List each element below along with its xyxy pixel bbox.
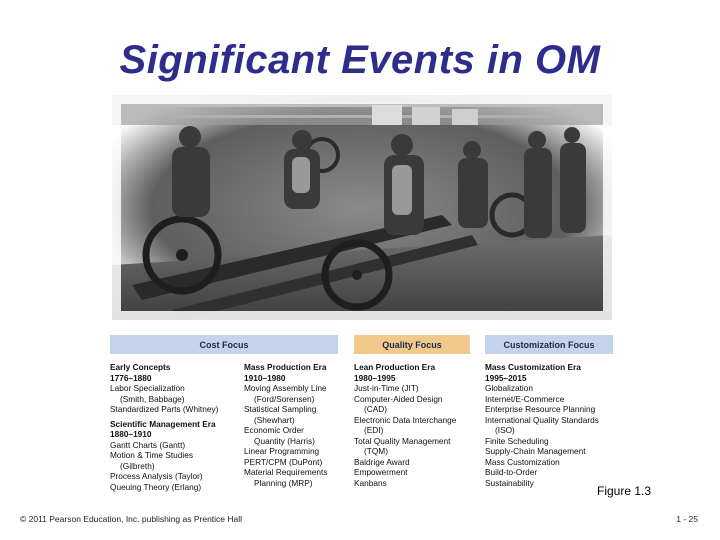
column-years: 1776–1880 (110, 372, 152, 383)
list-item: (Smith, Babbage) (120, 393, 185, 404)
list-item: Process Analysis (Taylor) (110, 471, 203, 481)
list-item: Labor Specialization (110, 383, 185, 393)
list-item: (Ford/Sorensen) (254, 393, 315, 404)
list-item: Just-in-Time (JIT) (354, 383, 419, 393)
list-item: Quantity (Harris) (254, 435, 315, 446)
list-item: (ISO) (495, 425, 515, 435)
list-item: (EDI) (364, 425, 384, 435)
column-heading: Lean Production Era (354, 362, 436, 372)
list-item: Statistical Sampling (244, 404, 317, 414)
column-years: 1995–2015 (485, 372, 527, 383)
mass-customization-column (485, 362, 599, 488)
list-item: (Shewhart) (254, 414, 295, 425)
list-item: Computer-Aided Design (354, 393, 443, 404)
assembly-line-photo (112, 95, 612, 320)
list-item: Electronic Data Interchange (354, 414, 457, 425)
list-item: (Gilbreth) (120, 460, 155, 471)
list-item: Moving Assembly Line (244, 383, 327, 393)
slide-title: Significant Events in OM (119, 38, 601, 82)
list-item: Gantt Charts (Gantt) (110, 439, 186, 450)
list-item: International Quality Standards (485, 414, 599, 425)
column-heading: Scientific Management Era (110, 418, 216, 429)
customization-focus-bar: Customization Focus (485, 335, 613, 354)
list-item: (TQM) (364, 446, 388, 456)
figure-label: Figure 1.3 (597, 484, 652, 498)
list-item: Queuing Theory (Erlang) (110, 481, 202, 492)
list-item: (CAD) (364, 404, 388, 414)
early-and-scientific-column (110, 362, 218, 492)
page-number: 1 - 25 (676, 514, 698, 524)
list-item: Linear Programming (244, 446, 320, 456)
column-years: 1880–1910 (110, 429, 152, 439)
list-item: PERT/CPM (DuPont) (244, 456, 323, 467)
list-item: Material Requirements (244, 467, 328, 477)
column-heading: Mass Production Era (244, 362, 327, 372)
list-item: Supply-Chain Management (485, 446, 586, 456)
copyright-footer: © 2011 Pearson Education, Inc. publishing as Prentice Hall (20, 514, 243, 524)
column-heading: Mass Customization Era (485, 362, 581, 372)
list-item: Build-to-Order (485, 467, 538, 477)
list-item: Internet/E-Commerce (485, 393, 565, 404)
list-item: Finite Scheduling (485, 435, 549, 446)
list-item: Motion & Time Studies (110, 450, 194, 460)
mass-production-column (244, 362, 327, 488)
lean-production-column (354, 362, 456, 488)
column-years: 1980–1995 (354, 372, 396, 383)
list-item: Baldrige Award (354, 456, 410, 467)
list-item: Economic Order (244, 425, 304, 435)
list-item: Sustainability (485, 477, 534, 488)
list-item: Planning (MRP) (254, 477, 313, 488)
list-item: Mass Customization (485, 456, 560, 467)
list-item: Total Quality Management (354, 435, 451, 446)
list-item: Globalization (485, 383, 533, 393)
list-item: Enterprise Resource Planning (485, 404, 596, 414)
cost-focus-bar: Cost Focus (110, 335, 338, 354)
column-years: 1910–1980 (244, 372, 286, 383)
quality-focus-bar: Quality Focus (354, 335, 470, 354)
list-item: Kanbans (354, 477, 387, 488)
column-heading: Early Concepts (110, 362, 171, 372)
list-item: Standardized Parts (Whitney) (110, 404, 219, 414)
list-item: Empowerment (354, 467, 408, 477)
